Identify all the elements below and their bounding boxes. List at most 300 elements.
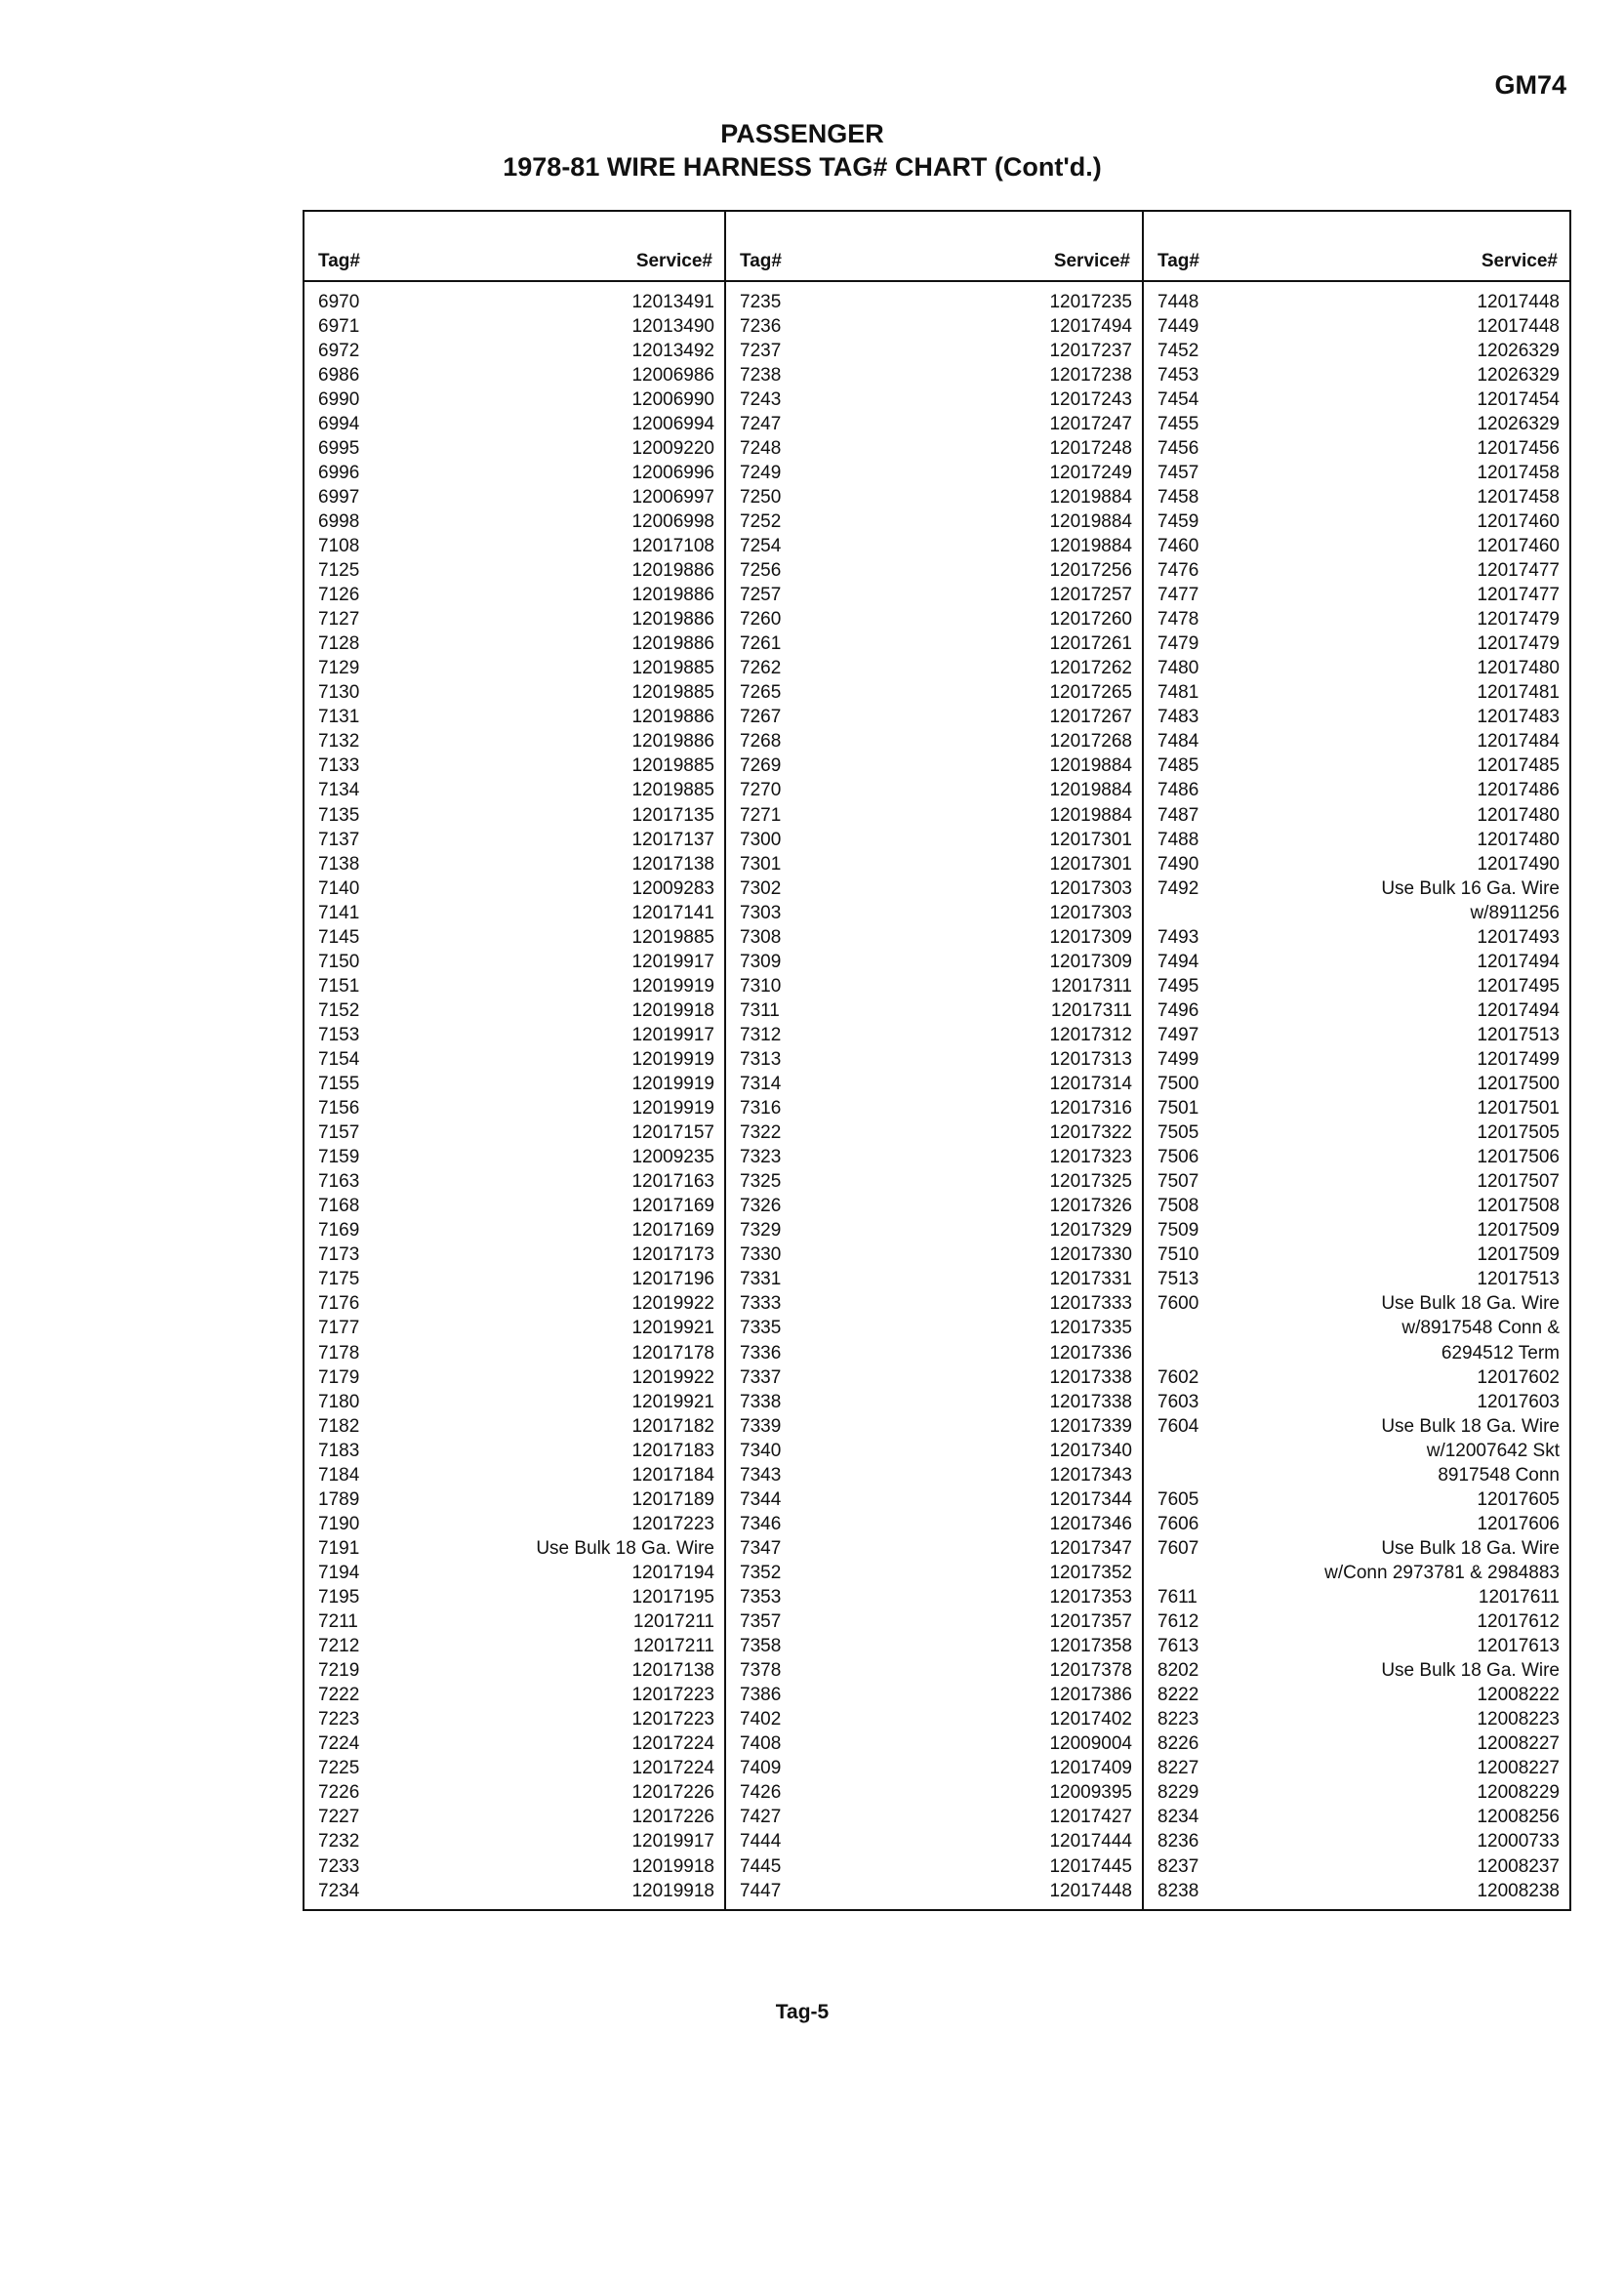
tag-number: 7175 (318, 1269, 360, 1290)
tag-number: 7344 (740, 1488, 782, 1510)
tag-number: 7492 (1157, 877, 1199, 899)
table-row (726, 1365, 1142, 1390)
tag-number: 7339 (740, 1415, 782, 1437)
table-row (304, 1073, 724, 1097)
table-row (726, 1268, 1142, 1292)
tag-number: 6971 (318, 315, 360, 337)
table-row (726, 1781, 1142, 1806)
table-row (1144, 730, 1569, 754)
service-number: 12017477 (1477, 560, 1560, 582)
service-number: 12017409 (1049, 1758, 1132, 1779)
service-number: 12008222 (1477, 1685, 1560, 1706)
tag-number: 7507 (1157, 1171, 1199, 1193)
service-number: 12017311 (1050, 999, 1132, 1021)
service-number: 12013492 (631, 340, 714, 361)
service-number: 12017606 (1477, 1513, 1560, 1534)
tag-number: 7343 (740, 1464, 782, 1486)
tag-number: 7262 (740, 658, 782, 679)
table-row (1144, 852, 1569, 876)
service-number: 12006997 (631, 486, 714, 508)
table-row (1144, 412, 1569, 436)
table-row (1144, 1732, 1569, 1757)
service-number: 12008237 (1477, 1855, 1560, 1877)
table-row (726, 1341, 1142, 1365)
tag-number: 7476 (1157, 560, 1199, 582)
tag-number: 7484 (1157, 731, 1199, 753)
tag-number: 7603 (1157, 1391, 1199, 1412)
tag-number: 7152 (318, 999, 360, 1021)
table-row (1144, 1463, 1569, 1487)
table-row (726, 876, 1142, 901)
tag-number: 7310 (740, 975, 782, 997)
tag-number: 7191 (318, 1537, 360, 1559)
tag-number: 7323 (740, 1147, 782, 1168)
service-number: 12017313 (1049, 1048, 1132, 1070)
table-row (726, 1023, 1142, 1047)
service-header: Service# (1053, 251, 1130, 271)
tag-number: 7130 (318, 682, 360, 704)
tag-number: 7486 (1157, 780, 1199, 801)
table-row (304, 1830, 724, 1854)
table-row (726, 681, 1142, 706)
service-number: 12017309 (1049, 926, 1132, 948)
table-row (1144, 1830, 1569, 1854)
tag-number: 7225 (318, 1758, 360, 1779)
tag-number: 7330 (740, 1244, 782, 1266)
table-row (304, 559, 724, 584)
service-number: 12017494 (1049, 315, 1132, 337)
table-row (304, 1121, 724, 1146)
service-number: 12017329 (1049, 1220, 1132, 1242)
service-number: 12006990 (631, 388, 714, 410)
tag-number: 7145 (318, 926, 360, 948)
tag-number: 7157 (318, 1122, 360, 1144)
table-row (726, 534, 1142, 558)
tag-number: 7460 (1157, 535, 1199, 556)
service-number: Use Bulk 18 Ga. Wire (1381, 1537, 1560, 1559)
tag-number: 7219 (318, 1660, 360, 1682)
tag-number: 7326 (740, 1196, 782, 1217)
tag-number: 7487 (1157, 804, 1199, 826)
document-id: GM74 (1494, 70, 1566, 100)
tag-number: 7448 (1157, 291, 1199, 312)
tag-number: 7236 (740, 315, 782, 337)
tag-number: 7232 (318, 1831, 360, 1852)
table-row (304, 1023, 724, 1047)
tag-number: 7613 (1157, 1636, 1199, 1657)
service-number: 12017612 (1477, 1611, 1560, 1633)
service-number: 12019884 (1049, 755, 1132, 777)
tag-number: 8236 (1157, 1831, 1199, 1852)
tag-number: 7409 (740, 1758, 782, 1779)
tag-number: 8234 (1157, 1807, 1199, 1828)
table-row (1144, 436, 1569, 461)
service-number: 12017613 (1477, 1636, 1560, 1657)
tag-number: 7458 (1157, 486, 1199, 508)
service-number: 12017340 (1049, 1440, 1132, 1461)
service-number: 12019917 (631, 951, 714, 972)
tag-number: 7337 (740, 1366, 782, 1388)
service-number: 12017333 (1049, 1293, 1132, 1315)
tag-number: 7454 (1157, 388, 1199, 410)
service-number: 12017494 (1477, 951, 1560, 972)
service-number: Use Bulk 18 Ga. Wire (1381, 1660, 1560, 1682)
tag-number: 7479 (1157, 633, 1199, 655)
tag-number: 6986 (318, 364, 360, 386)
service-number: 12017330 (1049, 1244, 1132, 1266)
tag-number: 7493 (1157, 926, 1199, 948)
service-number: 12019885 (631, 926, 714, 948)
service-number: 12017509 (1477, 1220, 1560, 1242)
table-row (726, 1585, 1142, 1609)
tag-number: 7238 (740, 364, 782, 386)
table-row (726, 925, 1142, 950)
service-number: 12017323 (1049, 1147, 1132, 1168)
table-row (304, 1781, 724, 1806)
table-row (1144, 1585, 1569, 1609)
tag-number: 7481 (1157, 682, 1199, 704)
tag-number: 7129 (318, 658, 360, 679)
tag-number: 7497 (1157, 1024, 1199, 1045)
tag-number: 7267 (740, 707, 782, 728)
service-number: 12017223 (631, 1709, 714, 1730)
table-row (304, 1268, 724, 1292)
service-number: 12017338 (1049, 1366, 1132, 1388)
service-number: 12019886 (631, 707, 714, 728)
tag-number: 7269 (740, 755, 782, 777)
service-number: 12017303 (1049, 877, 1132, 899)
title-line-2: 1978-81 WIRE HARNESS TAG# CHART (Cont'd.) (503, 152, 1102, 182)
table-row (1144, 950, 1569, 974)
service-number: 12019884 (1049, 780, 1132, 801)
table-row (304, 436, 724, 461)
table-row (304, 1317, 724, 1341)
service-number: w/12007642 Skt (1426, 1440, 1560, 1461)
tag-number: 7478 (1157, 609, 1199, 631)
service-number: 12017458 (1477, 462, 1560, 483)
table-row (726, 509, 1142, 534)
tag-number: 7490 (1157, 853, 1199, 875)
tag-number: 7235 (740, 291, 782, 312)
table-column-3 (1144, 212, 1569, 1909)
service-number: 12017235 (1049, 291, 1132, 312)
tag-header: Tag# (318, 251, 360, 271)
service-number: 12017196 (631, 1269, 714, 1290)
table-row (304, 1879, 724, 1903)
table-row (304, 1195, 724, 1219)
service-number: 12017402 (1049, 1709, 1132, 1730)
service-number: 12017456 (1477, 437, 1560, 459)
service-number: 12017605 (1477, 1488, 1560, 1510)
service-number: 12017169 (631, 1196, 714, 1217)
tag-number: 7233 (318, 1855, 360, 1877)
service-number: 12017226 (631, 1782, 714, 1804)
service-number: 12006994 (631, 413, 714, 434)
service-number: 12017481 (1477, 682, 1560, 704)
table-row (1144, 1757, 1569, 1781)
table-row (1144, 608, 1569, 632)
tag-number: 7457 (1157, 462, 1199, 483)
service-number: 12017485 (1477, 755, 1560, 777)
service-number: 12017267 (1049, 707, 1132, 728)
tag-number: 7607 (1157, 1537, 1199, 1559)
table-row (726, 1097, 1142, 1121)
service-number: 12017480 (1477, 829, 1560, 850)
tag-number: 7108 (318, 535, 360, 556)
table-row (1144, 1708, 1569, 1732)
table-column-1 (304, 212, 726, 1909)
table-row (726, 1512, 1142, 1536)
table-row (1144, 1047, 1569, 1072)
tag-number: 7131 (318, 707, 360, 728)
table-row (726, 1536, 1142, 1561)
service-number: Use Bulk 18 Ga. Wire (1381, 1415, 1560, 1437)
service-number: 12017493 (1477, 926, 1560, 948)
table-row (726, 290, 1142, 314)
tag-number: 8229 (1157, 1782, 1199, 1804)
tag-number: 7132 (318, 731, 360, 753)
tag-number: 7135 (318, 804, 360, 826)
table-row (726, 754, 1142, 779)
table-row (304, 412, 724, 436)
tag-number: 7508 (1157, 1196, 1199, 1217)
service-number: 12019884 (1049, 510, 1132, 532)
tag-number: 7445 (740, 1855, 782, 1877)
tag-number: 7222 (318, 1685, 360, 1706)
tag-number: 7125 (318, 560, 360, 582)
table-row (726, 412, 1142, 436)
table-rows (726, 282, 1142, 1903)
table-row (726, 1170, 1142, 1195)
tag-number: 6972 (318, 340, 360, 361)
table-row (726, 828, 1142, 852)
tag-number: 7211 (318, 1611, 358, 1633)
service-number: 12017513 (1477, 1024, 1560, 1045)
service-number: 12017260 (1049, 609, 1132, 631)
tag-header: Tag# (740, 251, 782, 271)
table-row (304, 1243, 724, 1268)
service-number: 12017494 (1477, 999, 1560, 1021)
tag-number: 7309 (740, 951, 782, 972)
tag-number: 7133 (318, 755, 360, 777)
service-number: 12008227 (1477, 1733, 1560, 1755)
tag-number: 7338 (740, 1391, 782, 1412)
table-row (304, 1512, 724, 1536)
tag-number: 7408 (740, 1733, 782, 1755)
table-row (1144, 1536, 1569, 1561)
table-row (1144, 314, 1569, 339)
tag-number: 7234 (318, 1880, 360, 1901)
table-row (1144, 1414, 1569, 1439)
page-title (0, 117, 1624, 183)
tag-number: 7177 (318, 1318, 360, 1339)
tag-number: 7311 (740, 999, 780, 1021)
tag-number: 7605 (1157, 1488, 1199, 1510)
tag-number: 7506 (1157, 1147, 1199, 1168)
tag-number: 7159 (318, 1147, 360, 1168)
service-number: 12019922 (631, 1293, 714, 1315)
table-row (304, 998, 724, 1023)
table-row (726, 339, 1142, 363)
tag-number: 8227 (1157, 1758, 1199, 1779)
service-number: 12017602 (1477, 1366, 1560, 1388)
table-row (304, 1341, 724, 1365)
tag-number: 7346 (740, 1513, 782, 1534)
service-number: 12019885 (631, 780, 714, 801)
tag-number: 7449 (1157, 315, 1199, 337)
service-number: 12017448 (1477, 315, 1560, 337)
tag-number: 7243 (740, 388, 782, 410)
service-number: w/Conn 2973781 & 2984883 (1324, 1562, 1560, 1583)
table-row (304, 1659, 724, 1684)
tag-number: 7250 (740, 486, 782, 508)
tag-number: 7163 (318, 1171, 360, 1193)
table-row (1144, 339, 1569, 363)
service-number: 12019885 (631, 755, 714, 777)
service-number: 12017343 (1049, 1464, 1132, 1486)
service-number: 12006986 (631, 364, 714, 386)
tag-number: 7195 (318, 1587, 360, 1608)
tag-number: 7126 (318, 585, 360, 606)
tag-number: 7500 (1157, 1074, 1199, 1095)
table-row (1144, 290, 1569, 314)
service-number: 12017301 (1049, 853, 1132, 875)
table-row (304, 974, 724, 998)
table-row (1144, 657, 1569, 681)
service-number: 12009220 (631, 437, 714, 459)
table-row (304, 1170, 724, 1195)
table-row (304, 1854, 724, 1879)
service-number: 12008256 (1477, 1807, 1560, 1828)
tag-number: 7352 (740, 1562, 782, 1583)
tag-number: 7611 (1157, 1587, 1198, 1608)
table-row (304, 1292, 724, 1317)
service-number: 12017477 (1477, 585, 1560, 606)
tag-number: 7501 (1157, 1098, 1199, 1120)
tag-number: 7495 (1157, 975, 1199, 997)
tag-number: 7494 (1157, 951, 1199, 972)
table-row (304, 608, 724, 632)
tag-number: 7261 (740, 633, 782, 655)
table-row (304, 1610, 724, 1635)
table-row (304, 730, 724, 754)
tag-number: 7237 (740, 340, 782, 361)
service-number: 12009283 (631, 877, 714, 899)
table-row (726, 1463, 1142, 1487)
table-row (304, 461, 724, 485)
service-number: 12009395 (1049, 1782, 1132, 1804)
table-row (1144, 1219, 1569, 1243)
table-row (1144, 681, 1569, 706)
tag-header: Tag# (1157, 251, 1199, 271)
service-number: 12017495 (1477, 975, 1560, 997)
tag-number: 1789 (318, 1488, 360, 1510)
table-row (304, 584, 724, 608)
tag-number: 7313 (740, 1048, 782, 1070)
table-row (304, 1047, 724, 1072)
service-number: 12017262 (1049, 658, 1132, 679)
service-number: 12017135 (631, 804, 714, 826)
service-number: 12017603 (1477, 1391, 1560, 1412)
tag-number: 7447 (740, 1880, 782, 1901)
service-number: 12017358 (1049, 1636, 1132, 1657)
table-row (726, 1757, 1142, 1781)
table-row (1144, 1195, 1569, 1219)
table-row (304, 1390, 724, 1414)
table-row (1144, 974, 1569, 998)
tag-number: 7483 (1157, 707, 1199, 728)
tag-number: 7141 (318, 902, 360, 923)
service-number: 12017386 (1049, 1685, 1132, 1706)
tag-number: 7138 (318, 853, 360, 875)
table-row (726, 901, 1142, 925)
service-number: 12019918 (631, 999, 714, 1021)
service-number: 12017479 (1477, 609, 1560, 631)
service-number: Use Bulk 18 Ga. Wire (1381, 1293, 1560, 1315)
service-number: 12017508 (1477, 1196, 1560, 1217)
table-row (304, 363, 724, 387)
service-number: 12006998 (631, 510, 714, 532)
service-number: 12017479 (1477, 633, 1560, 655)
table-row (1144, 584, 1569, 608)
service-number: 12017509 (1477, 1244, 1560, 1266)
service-number: 6294512 Term (1441, 1342, 1560, 1364)
service-number: 12019917 (631, 1831, 714, 1852)
tag-number: 7184 (318, 1464, 360, 1486)
tag-number: 7331 (740, 1269, 782, 1290)
tag-number: 7150 (318, 951, 360, 972)
service-number: 12017138 (631, 853, 714, 875)
service-number: 12017257 (1049, 585, 1132, 606)
service-number: 12019919 (631, 1098, 714, 1120)
table-row (304, 339, 724, 363)
tag-number: 7260 (740, 609, 782, 631)
service-number: 12017484 (1477, 731, 1560, 753)
column-header (1144, 212, 1569, 282)
service-number: 12017238 (1049, 364, 1132, 386)
service-number: 12017445 (1049, 1855, 1132, 1877)
tag-number: 7127 (318, 609, 360, 631)
service-number: 12017224 (631, 1758, 714, 1779)
service-number: 12017427 (1049, 1807, 1132, 1828)
tag-number: 7179 (318, 1366, 360, 1388)
tag-number: 7137 (318, 829, 360, 850)
service-number: 12017194 (631, 1562, 714, 1583)
table-row (1144, 1365, 1569, 1390)
tag-number: 7308 (740, 926, 782, 948)
tag-number: 7455 (1157, 413, 1199, 434)
service-number: 12019919 (631, 1074, 714, 1095)
table-row (304, 1463, 724, 1487)
service-number: 12013491 (631, 291, 714, 312)
service-number: 12017378 (1049, 1660, 1132, 1682)
table-row (726, 998, 1142, 1023)
table-row (726, 950, 1142, 974)
table-row (1144, 387, 1569, 412)
service-number: 12017507 (1477, 1171, 1560, 1193)
table-row (1144, 509, 1569, 534)
table-row (1144, 901, 1569, 925)
service-number: 12017339 (1049, 1415, 1132, 1437)
service-number: 12019921 (631, 1318, 714, 1339)
service-number: 12017137 (631, 829, 714, 850)
tag-number: 8226 (1157, 1733, 1199, 1755)
table-row (304, 1487, 724, 1512)
table-row (304, 1097, 724, 1121)
tag-number: 7134 (318, 780, 360, 801)
service-header: Service# (1481, 251, 1558, 271)
table-row (726, 1243, 1142, 1268)
